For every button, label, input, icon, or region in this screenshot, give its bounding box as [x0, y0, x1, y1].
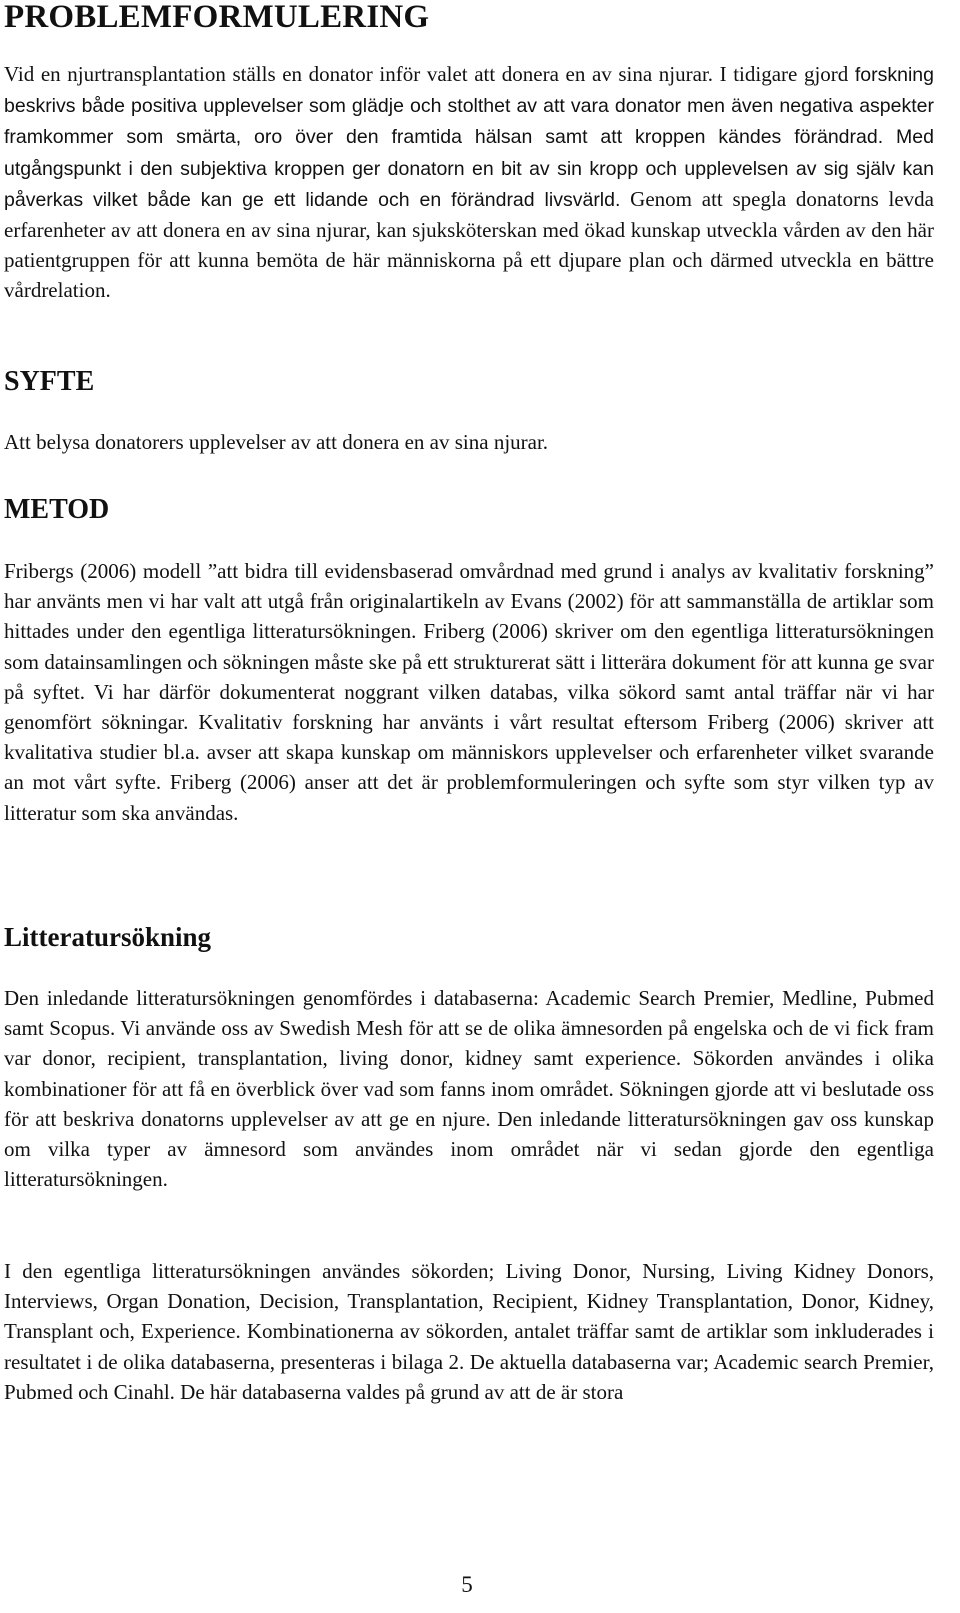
problem-text-sans: forskning beskrivs både positiva upplevelser som glädje och stolthet av att vara donator men även negativa aspekter framkommer som smärta, oro över den framtida hälsan samt att kroppen kändes förändrad. Med utgångspunkt i den subjektiva kroppen ger donatorn en bit av sin kropp och upplevelsen av sig själv kan påverkas vilket både kan ge ett lidande och en förändrad livsvärld.: [4, 64, 934, 211]
paragraph-method: Fribergs (2006) modell ”att bidra till evidensbaserad omvårdnad med grund i analys av kvalitativ forskning” har använts men vi har valt att utgå från originalartikeln av Evans (2002) för att sammanställa de artiklar som hittades under den egentliga litteratursökningen. Friberg (2006) skriver om den egentliga litteratursökningen som datainsamlingen och sökningen måste ske på ett strukturerat sätt i litterära dokument för att kunna ge svar på syftet. Vi har därför dokumenterat noggrant vilken databas, vilka sökord samt antal träffar när vi har genomfört sökningar. Kvalitativ forskning har använts i vårt resultat eftersom Friberg (2006) skriver att kvalitativa studier bl.a. avser att skapa kunskap om människors upplevelser och erfarenheter vilket svarande an mot vårt syfte. Friberg (2006) anser att det är problemformuleringen och syfte som styr vilken typ av litteratur som ska användas.: [4, 559, 934, 825]
page-number: 5: [461, 1572, 473, 1597]
heading-problemformulering: PROBLEMFORMULERING: [4, 0, 430, 35]
paragraph-problem: [4, 59, 934, 306]
paragraph-literature-1: Den inledande litteratursökningen genomfördes i databaserna: Academic Search Premier, Medline, Pubmed samt Scopus. Vi använde oss av Swedish Mesh för att se de olika ämnesorden på engelska och de vi fick fram var donor, recipient, transplantation, living donor, kidney samt experience. Sökorden användes i olika kombinationer för att få en överblick över vad som fanns inom området. Sökningen gjorde att vi beslutade oss för att beskriva donatorns upplevelser av att ge en njure. Den inledande litteratursökningen gav oss kunskap om vilka typer av ämnesord som användes inom området när vi sedan gjorde den egentliga litteratursökningen.: [4, 986, 934, 1192]
problem-text-serif-end: Genom att spegla donatorns levda erfarenheter av att donera en av sina njurar, kan sjuksköterskan med ökad kunskap utveckla vården av den här patientgruppen för att kunna bemöta de här människorna på ett djupare plan och därmed utveckla en bättre vårdrelation.: [4, 186, 934, 303]
paragraph-literature-2: I den egentliga litteratursökningen användes sökorden; Living Donor, Nursing, Living Kidney Donors, Interviews, Organ Donation, Decision, Transplantation, Recipient, Kidney Transplantation, Donor, Kidney, Transplant och, Experience. Kombinationerna av sökorden, antalet träffar samt de artiklar som inkluderades i resultatet i de olika databaserna, presenteras i bilaga 2. De aktuella databaserna var; Academic search Premier, Pubmed och Cinahl. De här databaserna valdes på grund av att de är stora: [4, 1259, 934, 1404]
heading-litteratursokning: Litteratursökning: [4, 922, 212, 952]
paragraph-aim: Att belysa donatorers upplevelser av att donera en av sina njurar.: [4, 430, 549, 454]
heading-syfte: SYFTE: [4, 366, 95, 397]
problem-text-serif-start: Vid en njurtransplantation ställs en donator inför valet att donera en av sina njurar. I tidigare gjord: [4, 62, 855, 86]
heading-metod: METOD: [4, 494, 110, 525]
